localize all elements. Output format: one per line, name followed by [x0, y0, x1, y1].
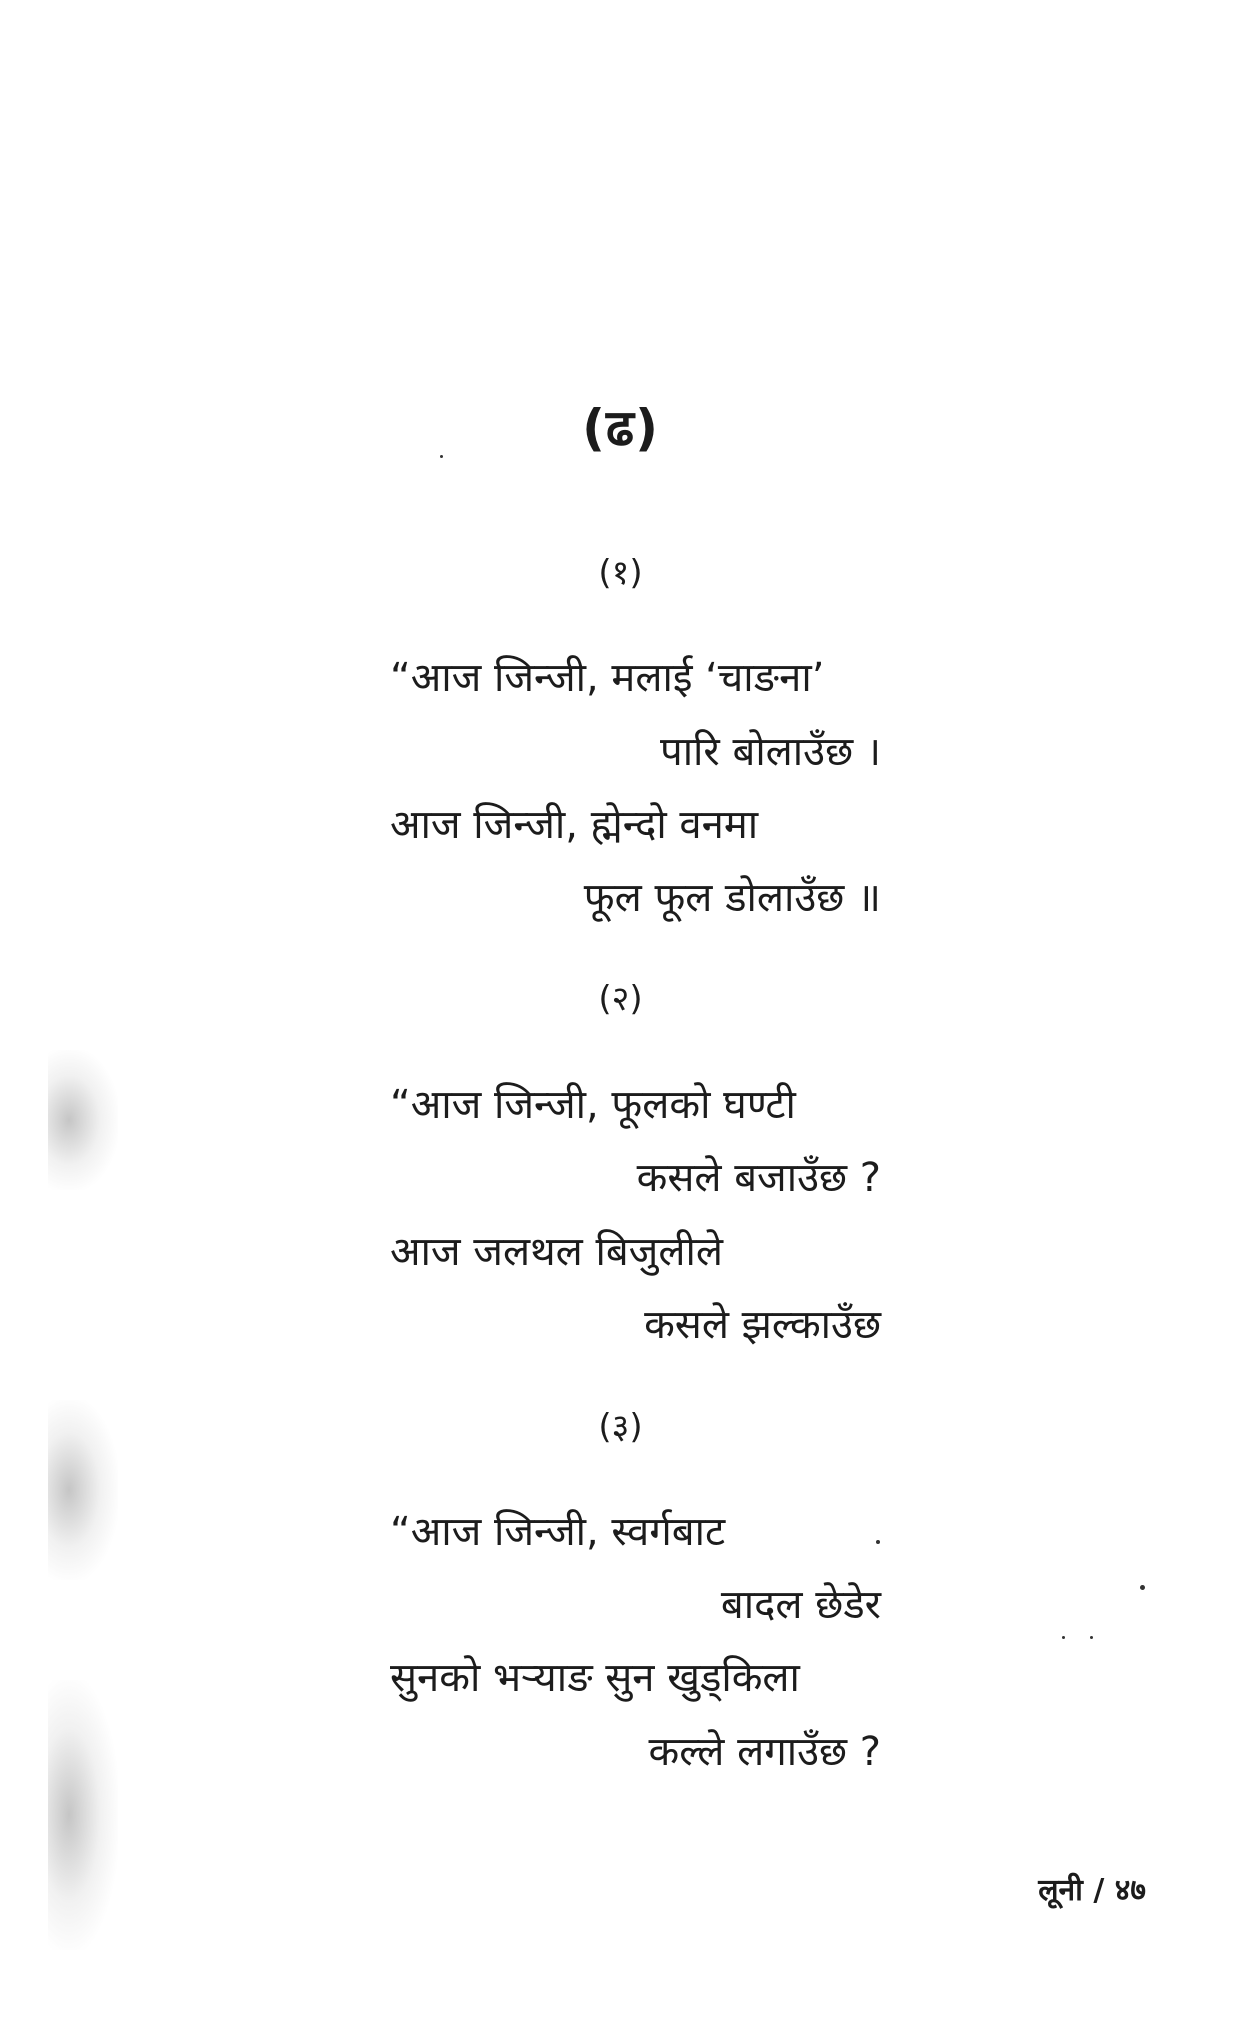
scan-speckle	[48, 1680, 118, 1950]
section-number: (३)	[598, 1407, 643, 1447]
section-number: (२)	[598, 979, 643, 1019]
verse-line: कसले बजाउँछ ?	[636, 1155, 881, 1201]
verse-line: बादल छेडेर	[720, 1582, 881, 1628]
verse-line: फूल फूल डोलाउँछ ॥	[583, 875, 881, 921]
verse-line: कसले झल्काउँछ	[644, 1302, 881, 1348]
scan-dot	[876, 1540, 880, 1544]
page-footer: लूनी / ४७	[1038, 1873, 1146, 1908]
verse-line: “आज जिन्जी, फूलको घण्टी	[390, 1082, 796, 1128]
verse-line: “आज जिन्जी, मलाई ‘चाङना’	[390, 655, 825, 701]
verse-line: सुनको भऱ्याङ सुन खुड्किला	[390, 1655, 800, 1701]
scan-dot	[1140, 1585, 1145, 1590]
scan-speckle	[48, 1050, 118, 1190]
scan-dot	[1090, 1636, 1093, 1639]
verse-line: आज जिन्जी, ह्मेन्दो वनमा	[390, 802, 759, 848]
chapter-title: (ढ)	[582, 399, 659, 457]
verse-line: पारि बोलाउँछ ।	[659, 729, 881, 775]
verse-line: “आज जिन्जी, स्वर्गबाट	[390, 1509, 726, 1555]
scan-dot	[1062, 1636, 1065, 1639]
verse-line: कल्ले लगाउँछ ?	[648, 1729, 881, 1775]
section-number: (१)	[598, 553, 643, 593]
verse-line: आज जलथल बिजुलीले	[390, 1229, 723, 1275]
